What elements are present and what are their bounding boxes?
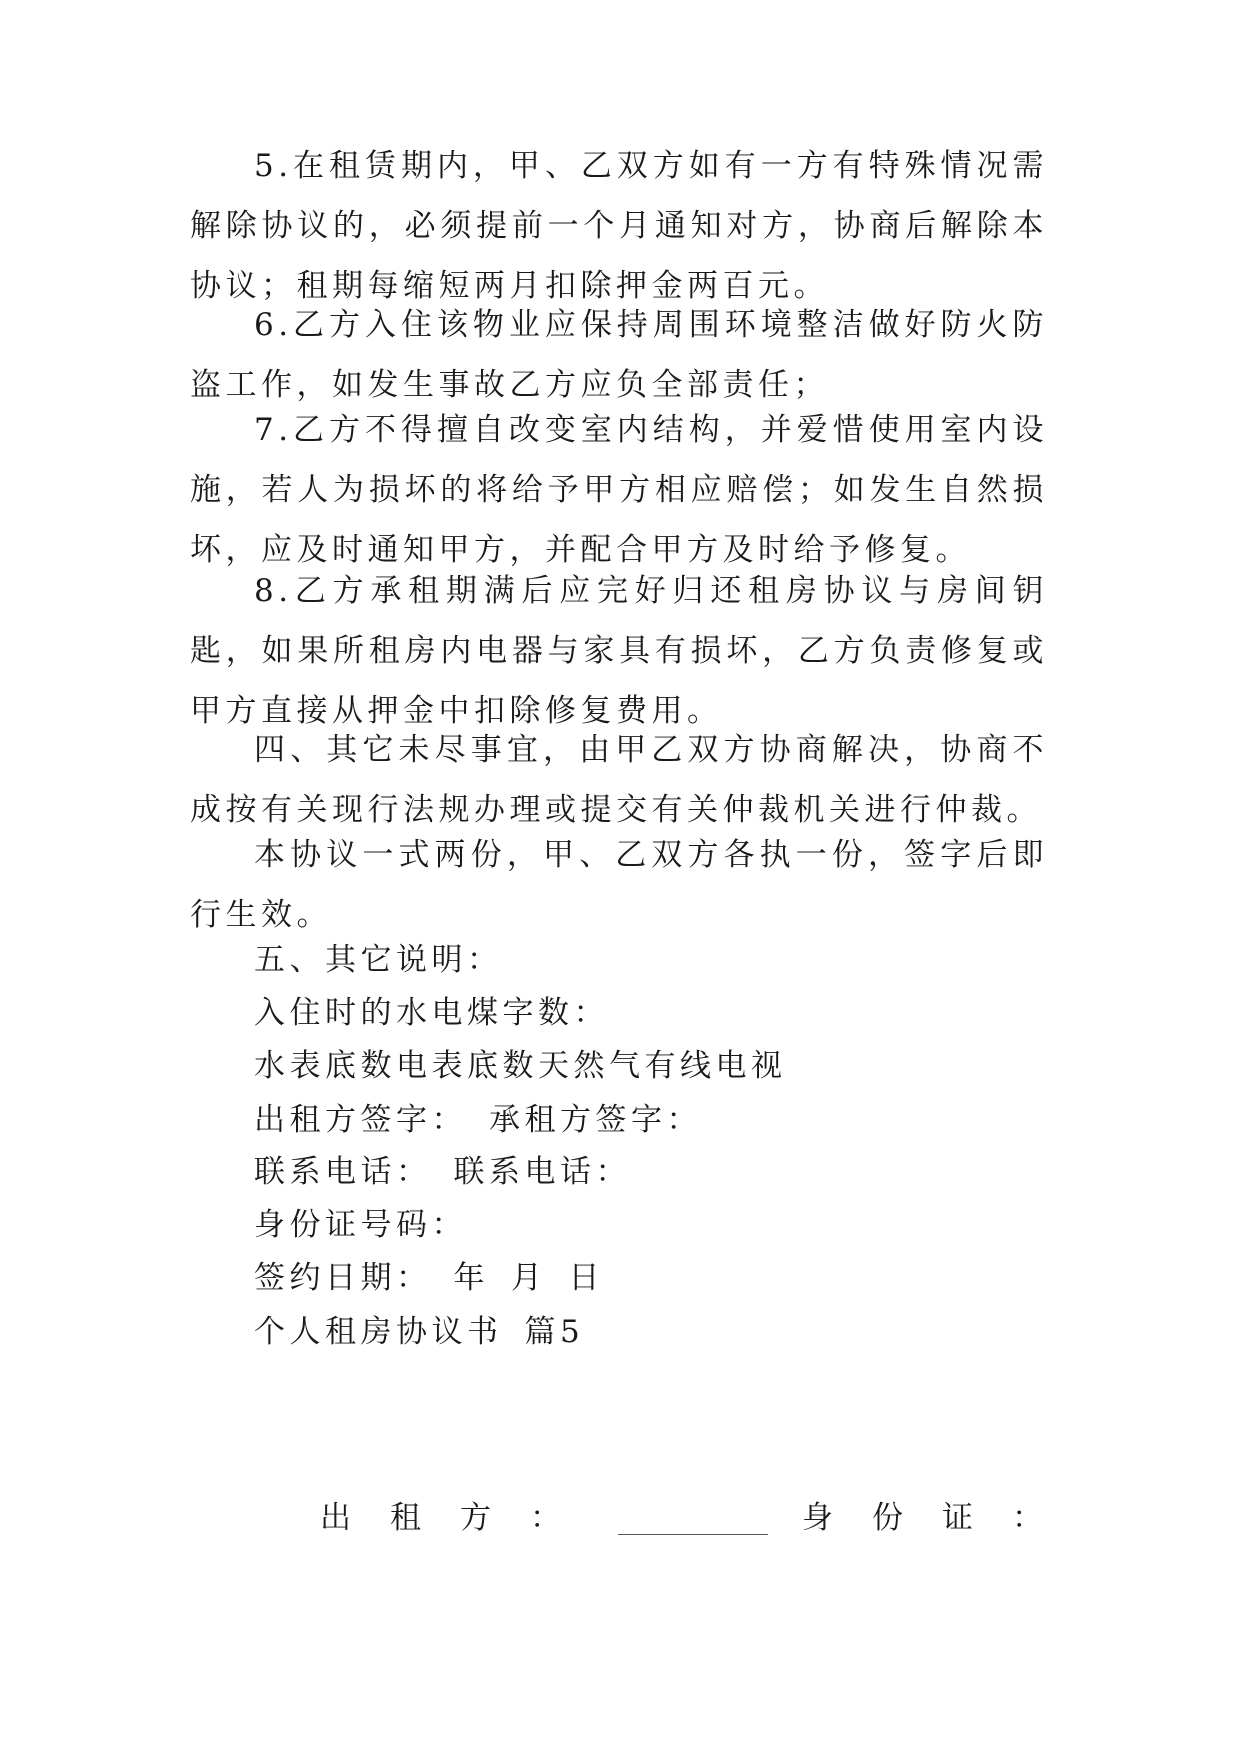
id-card-label: 身份证：: [802, 1500, 1082, 1536]
phone-line: [254, 1142, 631, 1202]
sign-date-label: 签约日期：: [254, 1260, 432, 1296]
sign-date-line: [254, 1248, 604, 1308]
landlord-phone-label: 联系电话：: [254, 1154, 432, 1190]
year-label: 年: [453, 1260, 489, 1296]
clause-5: 5.在租赁期内，甲、乙双方如有一方有特殊情况需解除协议的，必须提前一个月通知对方，协商后解除本协议；租期每缩短两月扣除押金两百元。: [190, 148, 1048, 304]
other-notes-heading: 五、其它说明：: [254, 942, 503, 978]
landlord-sign-label: 出租方签字：: [254, 1102, 467, 1138]
clause-other-matters: 四、其它未尽事宜，由甲乙双方协商解决，协商不成按有关现行法规办理或提交有关仲裁机关进行仲裁。: [190, 732, 1048, 828]
day-label: 日: [568, 1260, 604, 1296]
month-label: 月: [511, 1260, 547, 1296]
tenant-sign-label: 承租方签字：: [489, 1102, 702, 1138]
lessor-label: 出租方：: [320, 1500, 600, 1536]
clause-6: 6.乙方入住该物业应保持周围环境整洁做好防火防盗工作，如发生事故乙方应负全部责任；: [190, 307, 1048, 403]
next-title-text: 个人租房协议书: [254, 1314, 503, 1350]
tenant-phone-label: 联系电话：: [453, 1154, 631, 1190]
meter-readings-label: 入住时的水电煤字数：: [254, 995, 609, 1031]
next-section-title: [254, 1302, 584, 1362]
lessor-id-row: [320, 1488, 1082, 1548]
clause-copies: 本协议一式两份，甲、乙双方各执一份，签字后即行生效。: [190, 837, 1048, 933]
clause-7: 7.乙方不得擅自改变室内结构，并爱惜使用室内设施，若人为损坏的将给予甲方相应赔偿；如发生自然损坏，应及时通知甲方，并配合甲方及时给予修复。: [190, 412, 1048, 568]
signature-line: [254, 1090, 702, 1150]
meter-items-line: 水表底数电表底数天然气有线电视: [254, 1048, 787, 1084]
clause-8: 8.乙方承租期满后应完好归还租房协议与房间钥匙，如果所租房内电器与家具有损坏，乙方负责修复或甲方直接从押金中扣除修复费用。: [190, 573, 1048, 729]
lessor-blank-line: [618, 1504, 768, 1535]
id-number-label: 身份证号码：: [254, 1207, 467, 1243]
next-part-text: 篇5: [524, 1314, 585, 1350]
